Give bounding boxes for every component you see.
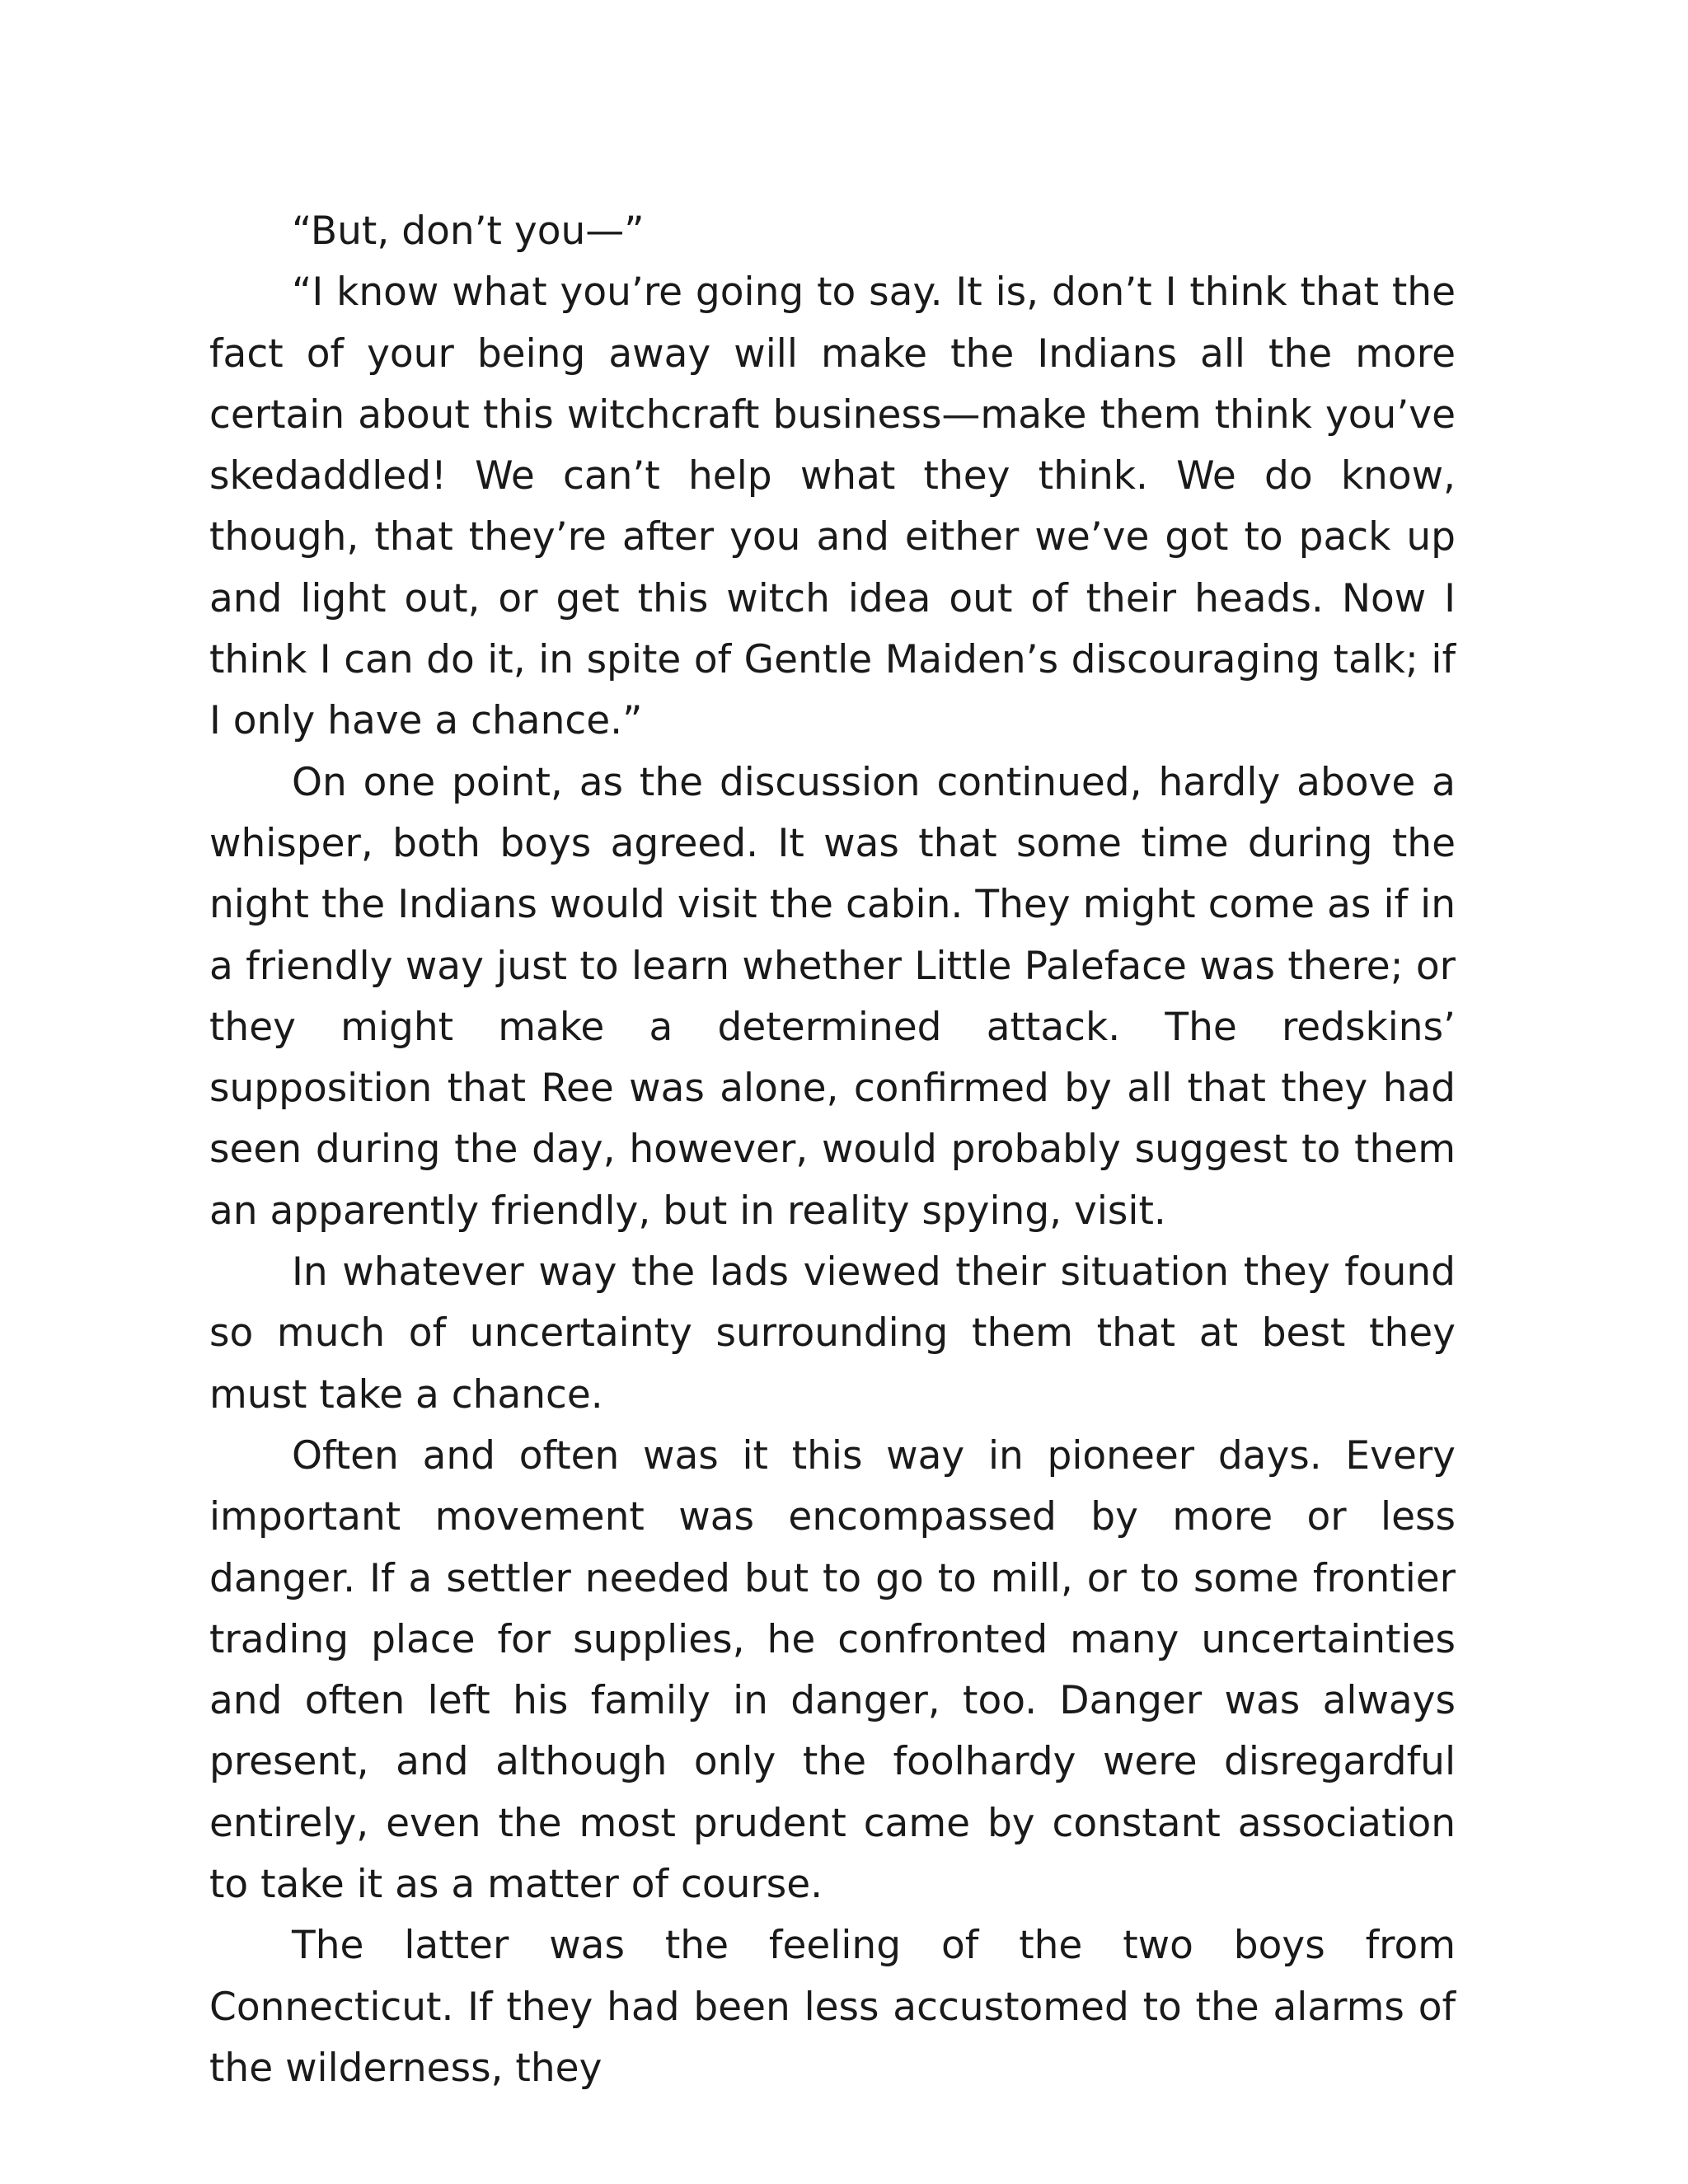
- page-text: [209, 201, 1456, 2099]
- paragraph-3: On one point, as the discussion continued, hardly above a whisper, both boys agreed. It was that some time during the night the Indians would visit the cabin. They might come as if in a friendly way just to learn whether Little Paleface was there; or they might make a determined attack. The redskins’ supposition that Ree was alone, confirmed by all that they had seen during the day, however, would probably suggest to them an apparently friendly, but in reality spying, visit.: [209, 759, 1456, 1234]
- paragraph-6: The latter was the feeling of the two boys from Connecticut. If they had been less accustomed to the alarms of the wilderness, they: [209, 1923, 1456, 2091]
- paragraph-1: “But, don’t you—”: [292, 209, 645, 254]
- paragraph-5: Often and often was it this way in pioneer days. Every important movement was encompassed by more or less danger. If a settler needed but to go to mill, or to some frontier trading place for supplies, he confronted many uncertainties and often left his family in danger, too. Danger was always present, and although only the foolhardy were disregardful entirely, even the most prudent came by constant association to take it as a matter of course.: [209, 1432, 1456, 1908]
- paragraph-2: “I know what you’re going to say. It is, don’t I think that the fact of your being away will make the Indians all the more certain about this witchcraft business—make them think you’ve skedaddled! We can’t help what they think. We do know, though, that they’re after you and either we’ve got to pack up and light out, or get this witch idea out of their heads. Now I think I can do it, in spite of Gentle Maiden’s discouraging talk; if I only have a chance.”: [209, 269, 1456, 744]
- paragraph-4: In whatever way the lads viewed their situation they found so much of uncertainty surrounding them that at best they must take a chance.: [209, 1249, 1456, 1418]
